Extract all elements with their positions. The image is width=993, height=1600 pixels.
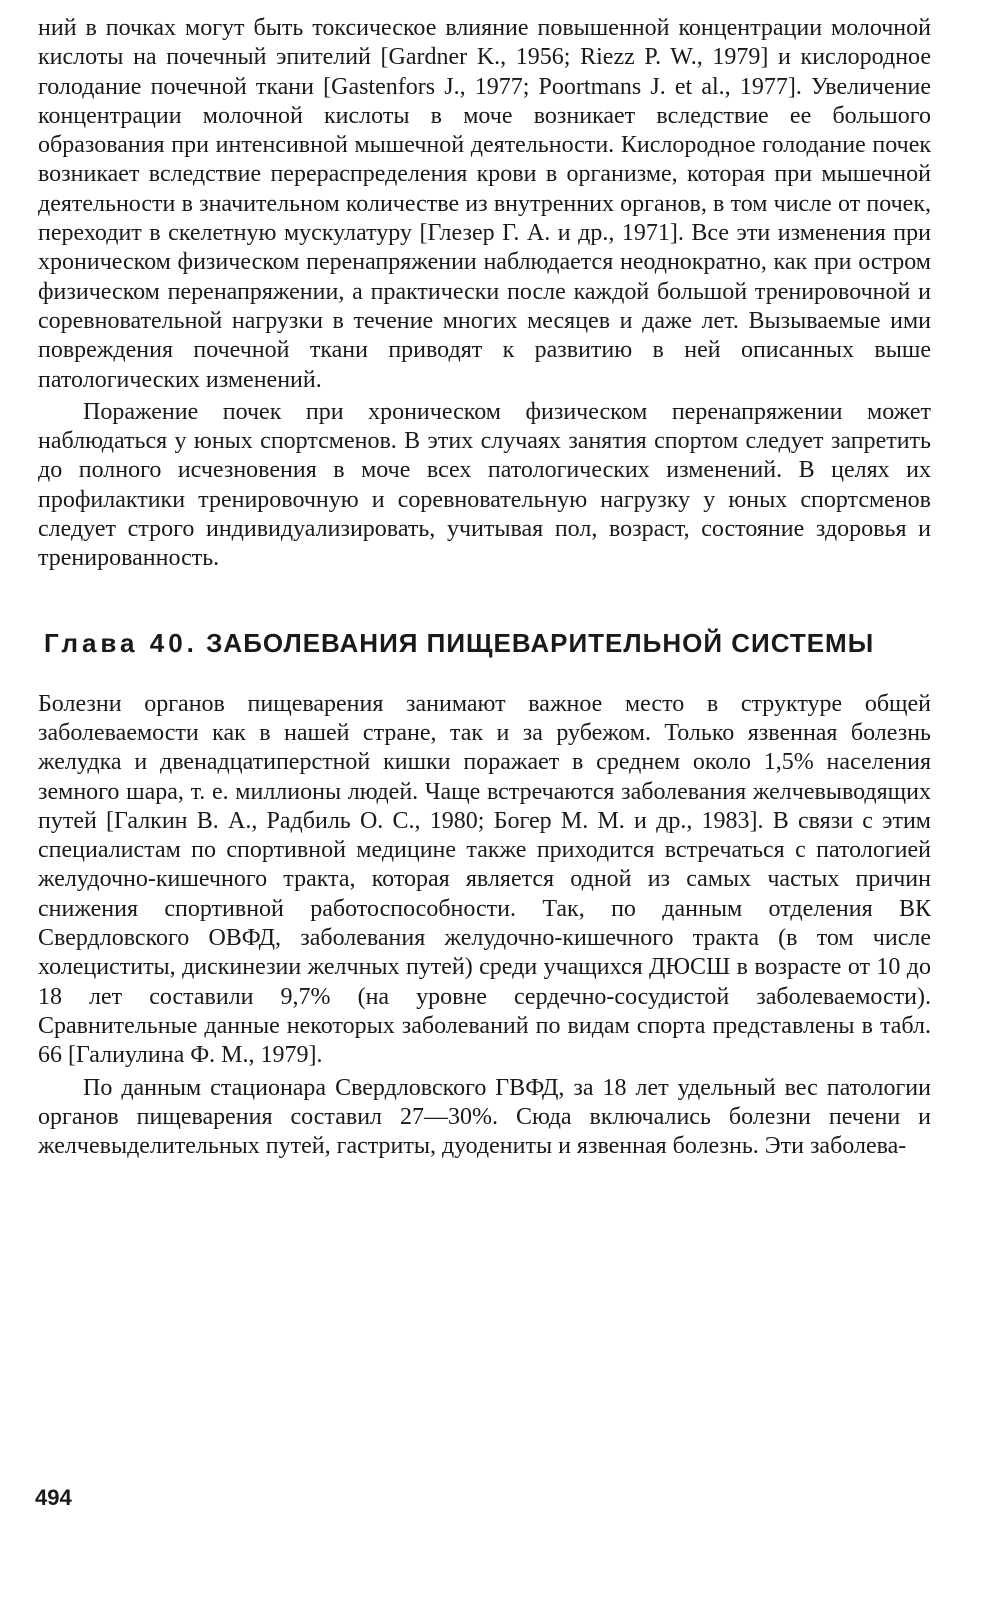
chapter-title: ЗАБОЛЕВАНИЯ ПИЩЕВАРИТЕЛЬНОЙ СИСТЕМЫ [206,627,875,658]
page-number: 494 [35,1485,72,1510]
chapter-heading [44,626,931,660]
paragraph-digestive-intro: Болезни органов пищеварения занимают важное место в структуре общей заболеваемости как в нашей стране, так и за рубежом. Только язвенная болезнь желудка и двенадцатиперстной кишки поражает в среднем около 1,5% населения земного шара, т. е. миллионы людей. Чаще встречаются заболевания желчевыводящих путей [Галкин В. А., Радбиль О. С., 1980; Богер М. М. и др., 1983]. В связи с этим специалистам по спортивной медицине также приходится встречаться с патологией желудочно-кишечного тракта, которая является одной из самых частых причин снижения спортивной работоспособности. Так, по данным отделения ВК Свердловского ОВФД, заболевания желудочно-кишечного тракта (в том числе холециститы, дискинезии желчных путей) среди учащихся ДЮСШ в возрасте от 10 до 18 лет составили 9,7% (на уровне сердечно-сосудистой заболеваемости). Сравнительные данные некоторых заболеваний по видам спорта представлены в табл. 66 [Галиулина Ф. М., 1979]. [38,690,931,1069]
paragraph-hospital-data: По данным стационара Свердловского ГВФД, за 18 лет удельный вес патологии органов пищеварения составил 27—30%. Сюда включались болезни печени и желчевыделительных путей, гастриты, дуодениты и язвенная болезнь. Эти заболева- [38,1074,931,1160]
paragraph-young-athletes: Поражение почек при хроническом физическом перенапряжении может наблюдаться у юных спортсменов. В этих случаях занятия спортом следует запретить до полного исчезновения в моче всех патологических изменений. В целях их профилактики тренировочную и соревновательную нагрузку у юных спортсменов следует строго индивидуализировать, учитывая пол, возраст, состояние здоровья и тренированность. [38,398,931,572]
paragraph-kidney-causes: ний в почках могут быть токсическое влияние повышенной концентрации молочной кислоты на почечный эпителий [Gardner K., 1956; Riezz P. W., 1979] и кислородное голодание почечной ткани [Gastenfors J., 1977; Poortmans J. et al., 1977]. Увеличение концентрации молочной кислоты в моче возникает вследствие ее большого образования при интенсивной мышечной деятельности. Кислородное голодание почек возникает вследствие перераспределения крови в организме, которая при мышечной деятельности в значительном количестве из внутренних органов, в том числе от почек, переходит в скелетную мускулатуру [Глезер Г. А. и др., 1971]. Все эти изменения при хроническом физическом перенапряжении наблюдается неоднократно, как при остром физическом перенапряжении, а практически после каждой большой тренировочной и соревновательной нагрузки в течение многих месяцев и даже лет. Вызываемые ими повреждения почечной ткани приводят к развитию в ней описанных выше патологических изменений. [38,15,931,393]
page-body [38,14,931,1161]
chapter-label: Глава 40. [44,627,198,658]
